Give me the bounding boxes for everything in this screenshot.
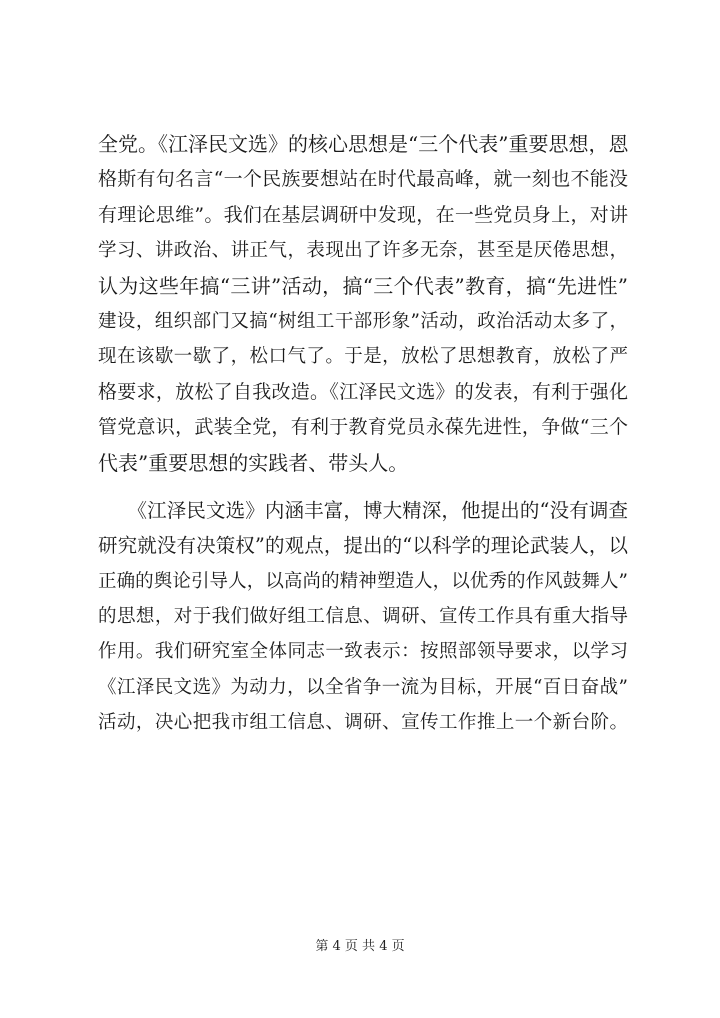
text-line: 代表”重要思想的实践者、带头人。	[98, 450, 409, 475]
text-line: 管党意识，武装全党，有利于教育党员永葆先进性，争做“三个	[98, 416, 628, 439]
text-line: 研究就没有决策权”的观点，提出的“以科学的理论武装人，以	[98, 534, 628, 558]
text-line: 格斯有句名言“一个民族要想站在时代最高峰，就一刻也不能没	[98, 168, 628, 191]
text-line: 《江泽民文选》为动力，以全省争一流为目标，开展“百日奋战”	[98, 676, 628, 698]
text-line: 建设，组织部门又搞“树组工干部形象”活动，政治活动太多了，	[98, 310, 628, 332]
text-line: 全党。《江泽民文选》的核心思想是“三个代表”重要思想，恩	[98, 132, 629, 156]
text-line: 正确的舆论引导人，以高尚的精神塑造人，以优秀的作风鼓舞人”	[98, 570, 628, 592]
text-line: 认为这些年搞“三讲”活动，搞“三个代表”教育，搞“先进性”	[98, 273, 628, 298]
text-line: 作用。我们研究室全体同志一致表示：按照部领导要求，以学习	[98, 641, 628, 663]
document-body	[98, 127, 628, 741]
text-line: 《江泽民文选》内涵丰富，博大精深，他提出的“没有调查	[98, 498, 628, 522]
page-number-footer: 第 4 页 共 4 页	[315, 939, 405, 954]
text-line: 格要求，放松了自我改造。《江泽民文选》的发表，有利于强化	[98, 380, 628, 403]
paragraph-2	[98, 493, 628, 741]
text-line: 的思想，对于我们做好组工信息、调研、宣传工作具有重大指导	[98, 606, 628, 628]
text-line: 学习、讲政治、讲正气，表现出了许多无奈，甚至是厌倦思想，	[98, 240, 628, 262]
paragraph-gap	[98, 481, 628, 493]
text-line: 现在该歇一歇了，松口气了。于是，放松了思想教育，放松了严	[98, 346, 628, 368]
text-line: 活动，决心把我市组工信息、调研、宣传工作推上一个新台阶。	[98, 712, 628, 734]
paragraph-1	[98, 127, 628, 481]
text-line: 有理论思维”。我们在基层调研中发现，在一些党员身上，对讲	[98, 203, 628, 226]
